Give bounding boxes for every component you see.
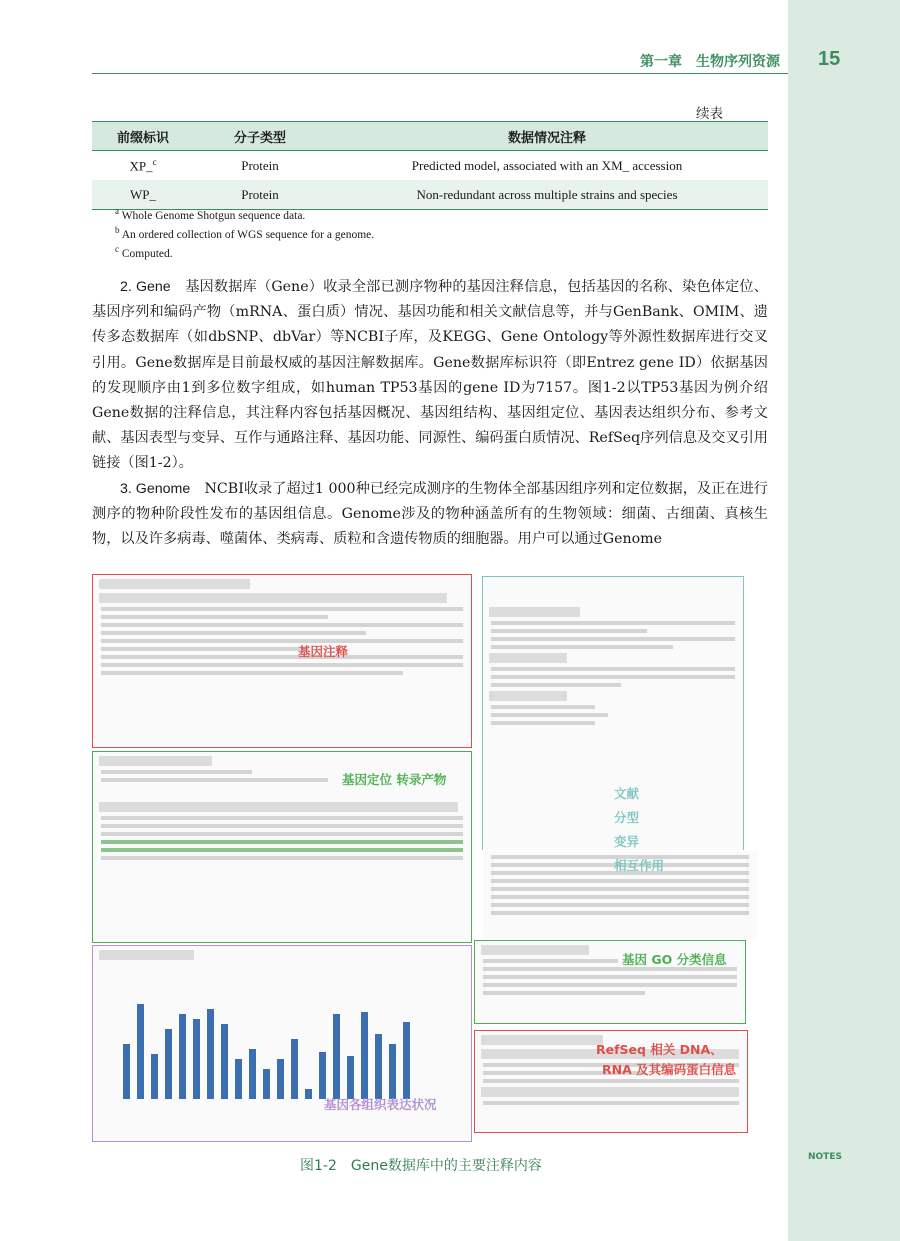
paragraph-gene-text: 基因数据库（Gene）收录全部已测序物种的基因注释信息，包括基因的名称、染色体定位、基因序列和编码产物（mRNA、蛋白质）情况、基因功能和相关文献信息等，并与GenBank、OMIM、遗传多态数据库（如dbSNP、dbVar）等NCBI子库，及KEGG、Gene Ontology等外源性数据库进行交叉引用。Gene数据库是目前最权威的基因注解数据库。Gene数据库标识符（即Entrez gene ID）依据基因的发现顺序由1到多位数字组成，如human TP53基因的gene ID为7157。图1-2以TP53基因为例介绍Gene数据的注释信息，其注释内容包括基因概况、基因组结构、基因组定位、基因表达组织分布、参考文献、基因表型与变异、互作与通路注释、基因功能、同源性、编码蛋白质情况、RefSeq序列信息及交叉引用链接（图1-2）。 [92,279,768,472]
header-rule [92,73,788,74]
footnote-a: $^a$ Whole Genome Shotgun sequence data. [115,206,306,222]
callout-variation: 变异 [614,834,640,849]
table-cell-note: Non-redundant across multiple strains and species [326,180,768,210]
table-cell-prefix: WP_ [92,180,194,210]
table-cell-type: Protein [241,157,279,173]
expression-bar-chart [93,964,453,1114]
table-cell-prefix: XP_$^c$ [129,156,157,174]
footnote-b: $^b$ An ordered collection of WGS sequence for a genome. [115,225,375,241]
table-header-row [92,122,768,151]
callout-typing: 分型 [614,810,640,825]
callout-go: 基因 GO 分类信息 [622,952,727,967]
notes-label: NOTES [808,1152,842,1162]
chapter-title: 第一章 生物序列资源 [640,54,780,70]
side-margin [788,0,900,1241]
figure-gene-database [92,574,768,1140]
paragraph-genome-text: NCBI收录了超过1 000种已经完成测序的生物体全部基因组序列和定位数据，及正在进行测序的物种阶段性发布的基因组信息。Genome涉及的物种涵盖所有的生物领域：细菌、古细菌、真核生物，以及许多病毒、噬菌体、类病毒、质粒和含遗传物质的细胞器。用户可以通过Genome [92,481,768,548]
callout-expression: 基因各组织表达状况 [324,1097,437,1112]
callout-bibliography: 文献 [614,786,640,801]
footnote-c: $^c$ Computed. [115,244,173,260]
table-cell-note: Predicted model, associated with an XM_ accession [411,157,683,173]
col-header-note: 数据情况注释 [326,122,768,151]
table-row [92,151,768,181]
callout-interaction: 相互作用 [614,858,665,873]
callout-gene-annotation: 基因注释 [298,644,349,659]
refseq-prefix-table [92,121,768,210]
table-continued-label: 续表 [696,106,723,122]
figure-caption: 图1-2 Gene数据库中的主要注释内容 [300,1158,542,1174]
paragraph-genome [92,477,768,553]
col-header-prefix: 前缀标识 [92,122,194,151]
paragraph-gene [92,275,768,477]
panel-gene-summary [92,574,472,748]
callout-refseq-line2: RNA 及其编码蛋白信息 [602,1062,737,1077]
section-heading-genome: 3. Genome [120,481,191,497]
section-heading-gene: 2. Gene [120,279,171,295]
col-header-type: 分子类型 [194,122,326,151]
callout-location: 基因定位 转录产物 [342,772,447,787]
page-number: 15 [818,48,841,70]
panel-bibliography-variation [482,576,744,852]
table-cell-type: Protein [194,180,326,210]
callout-refseq-line1: RefSeq 相关 DNA、 [596,1042,723,1057]
